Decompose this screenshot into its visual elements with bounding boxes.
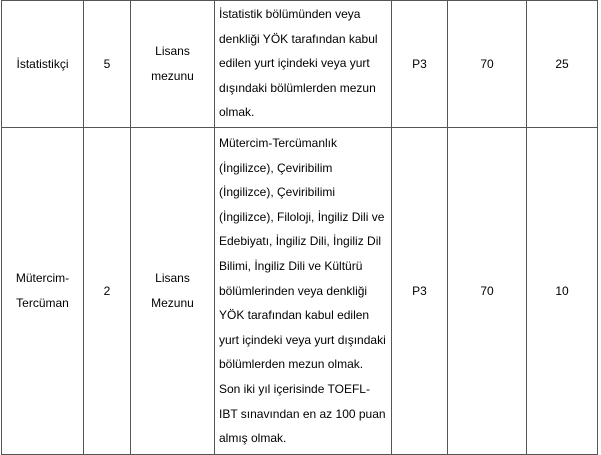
requirement-line: Bilimi, İngiliz Dili ve Kültürü	[219, 258, 363, 273]
table-row	[2, 1, 598, 128]
position-title: İstatistikçi	[16, 56, 69, 71]
positions-table	[1, 0, 598, 455]
table-row	[2, 128, 598, 455]
requirement-line: YÖK tarafından kabul edilen	[219, 308, 370, 323]
requirement-cell	[215, 128, 392, 455]
requirement-line: dışındaki bölümlerden mezun	[219, 80, 376, 95]
requirement-line: IBT sınavından en az 100 puan	[219, 406, 386, 421]
education-line: Lisans	[155, 44, 190, 59]
requirement-line: (İngilizce), Çeviribilim	[219, 160, 333, 175]
score-type: P3	[412, 56, 427, 71]
requirement-line: Mütercim-Tercümanlık	[219, 136, 338, 150]
requirement-line: almış olmak.	[219, 431, 287, 446]
min-score-cell	[448, 1, 527, 128]
education-cell	[131, 1, 215, 128]
position-count: 2	[103, 283, 111, 298]
requirement-line: yurt içindeki veya yurt dışındaki	[219, 332, 386, 347]
education-line: Mezunu	[151, 296, 194, 310]
requirement-line: Edebiyatı, İngiliz Dili, İngiliz Dil	[219, 234, 382, 249]
quota-cell	[527, 128, 598, 455]
education-line: Lisans	[155, 271, 190, 286]
requirement-line: (İngilizce), Filoloji, İngiliz Dili ve	[219, 209, 385, 224]
min-score-cell	[448, 128, 527, 455]
quota: 10	[555, 283, 569, 298]
position-title-line: Tercüman	[16, 296, 69, 310]
requirement-line: edilen yurt içindeki veya yurt	[219, 56, 370, 71]
min-score: 70	[480, 56, 494, 71]
requirement-line: denkliği YÖK tarafından kabul	[219, 31, 378, 46]
position-count-cell	[84, 128, 131, 455]
requirement-line: bölümlerinden veya denkliği	[219, 283, 368, 298]
education-line: mezunu	[151, 69, 194, 83]
requirement-line: bölümlerden mezun olmak.	[219, 357, 364, 372]
score-type: P3	[412, 283, 427, 298]
requirement-line: Son iki yıl içerisinde TOEFL-	[219, 381, 370, 396]
position-count-cell	[84, 1, 131, 128]
position-count: 5	[103, 56, 111, 71]
requirement-line: (İngilizce), Çeviribilimi	[219, 185, 336, 200]
position-title-cell	[2, 128, 84, 455]
position-title-cell	[2, 1, 84, 128]
score-type-cell	[392, 1, 448, 128]
quota: 25	[555, 56, 569, 71]
requirement-line: olmak.	[219, 105, 255, 120]
requirement-line: İstatistik bölümünden veya	[219, 7, 361, 21]
education-cell	[131, 128, 215, 455]
min-score: 70	[480, 283, 494, 298]
position-title-line: Mütercim-	[15, 271, 70, 286]
score-type-cell	[392, 128, 448, 455]
requirement-cell	[215, 1, 392, 128]
quota-cell	[527, 1, 598, 128]
